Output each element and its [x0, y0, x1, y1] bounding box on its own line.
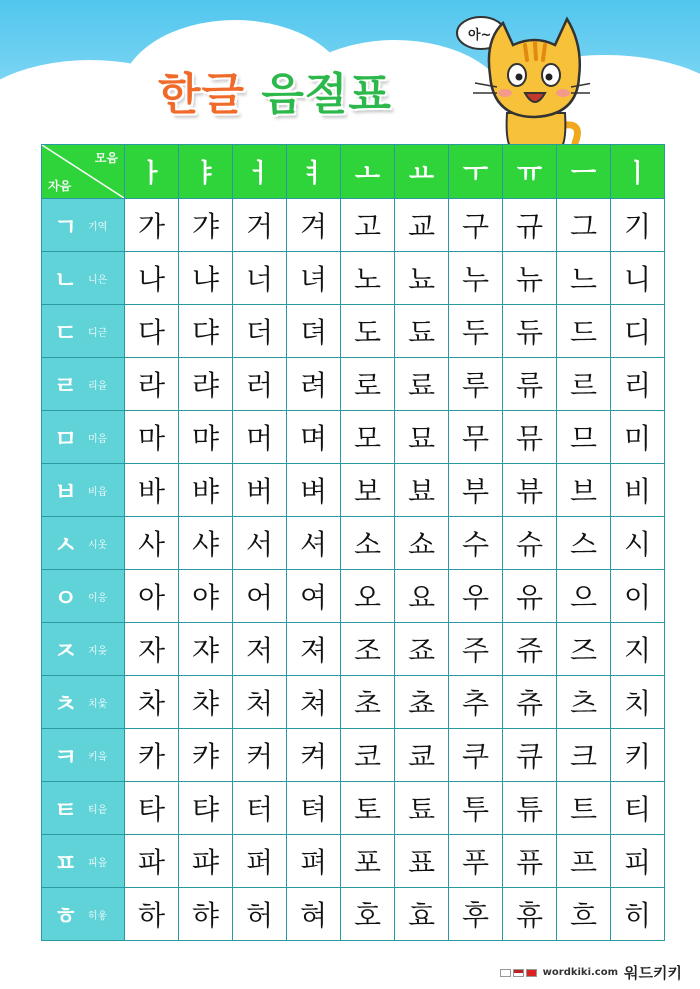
syllable-cell: 저 [233, 623, 287, 676]
vowel-header-cell: ㅏ [125, 145, 179, 199]
consonant-jamo: ㄱ [54, 213, 78, 241]
consonant-header-cell [42, 199, 125, 252]
consonant-header-cell [42, 358, 125, 411]
syllable-cell: 포 [341, 835, 395, 888]
syllable-cell: 료 [395, 358, 449, 411]
syllable-cell: 사 [125, 517, 179, 570]
vowel-header-cell: ㅜ [449, 145, 503, 199]
syllable-cell: 차 [125, 676, 179, 729]
vowel-header-cell: ㅛ [395, 145, 449, 199]
syllable-cell: 뇨 [395, 252, 449, 305]
syllable-cell: 노 [341, 252, 395, 305]
syllable-cell: 가 [125, 199, 179, 252]
syllable-cell: 냐 [179, 252, 233, 305]
consonant-name: 디귿 [88, 328, 108, 339]
syllable-cell: 아 [125, 570, 179, 623]
consonant-name: 히읗 [88, 911, 108, 922]
syllable-cell: 호 [341, 888, 395, 941]
table-row [42, 888, 665, 941]
syllable-cell: 벼 [287, 464, 341, 517]
syllable-cell: 뵤 [395, 464, 449, 517]
syllable-cell: 고 [341, 199, 395, 252]
syllable-cell: 느 [557, 252, 611, 305]
syllable-cell: 듀 [503, 305, 557, 358]
syllable-cell: 추 [449, 676, 503, 729]
consonant-header-cell [42, 676, 125, 729]
syllable-cell: 거 [233, 199, 287, 252]
syllable-cell: 으 [557, 570, 611, 623]
consonant-jamo: ㅋ [54, 743, 78, 771]
speech-bubble-text: 아~ [468, 28, 492, 43]
syllable-cell: 오 [341, 570, 395, 623]
consonant-name: 미음 [88, 434, 108, 445]
syllable-cell: 미 [611, 411, 665, 464]
table-row [42, 358, 665, 411]
syllable-cell: 휴 [503, 888, 557, 941]
syllable-cell: 후 [449, 888, 503, 941]
syllable-cell: 뉴 [503, 252, 557, 305]
syllable-cell: 먀 [179, 411, 233, 464]
syllable-cell: 브 [557, 464, 611, 517]
syllable-cell: 츄 [503, 676, 557, 729]
syllable-cell: 더 [233, 305, 287, 358]
syllable-cell: 드 [557, 305, 611, 358]
syllable-cell: 묘 [395, 411, 449, 464]
syllable-cell: 됴 [395, 305, 449, 358]
syllable-cell: 셔 [287, 517, 341, 570]
syllable-cell: 요 [395, 570, 449, 623]
syllable-cell: 탸 [179, 782, 233, 835]
table-row [42, 411, 665, 464]
page-title [158, 58, 392, 122]
syllable-cell: 자 [125, 623, 179, 676]
syllable-cell: 쥬 [503, 623, 557, 676]
syllable-cell: 쟈 [179, 623, 233, 676]
syllable-cell: 파 [125, 835, 179, 888]
syllable-cell: 루 [449, 358, 503, 411]
syllable-cell: 누 [449, 252, 503, 305]
table-row [42, 252, 665, 305]
table-row [42, 199, 665, 252]
table-row [42, 305, 665, 358]
syllable-cell: 로 [341, 358, 395, 411]
syllable-cell: 혀 [287, 888, 341, 941]
syllable-cell: 치 [611, 676, 665, 729]
consonant-jamo: ㅌ [54, 796, 78, 824]
syllable-cell: 보 [341, 464, 395, 517]
syllable-cell: 리 [611, 358, 665, 411]
syllable-cell: 키 [611, 729, 665, 782]
vowel-header-cell: ㅓ [233, 145, 287, 199]
consonant-name: 이응 [88, 593, 108, 604]
syllable-cell: 퍄 [179, 835, 233, 888]
syllable-cell: 디 [611, 305, 665, 358]
syllable-cell: 소 [341, 517, 395, 570]
syllable-cell: 랴 [179, 358, 233, 411]
consonant-header-cell [42, 252, 125, 305]
syllable-cell: 피 [611, 835, 665, 888]
syllable-cell: 기 [611, 199, 665, 252]
syllable-cell: 며 [287, 411, 341, 464]
syllable-cell: 흐 [557, 888, 611, 941]
syllable-cell: 크 [557, 729, 611, 782]
syllable-cell: 하 [125, 888, 179, 941]
syllable-cell: 토 [341, 782, 395, 835]
flag-icon [513, 969, 524, 977]
consonant-jamo: ㅈ [54, 637, 78, 665]
syllable-cell: 수 [449, 517, 503, 570]
consonant-jamo: ㄴ [54, 266, 78, 294]
table-row [42, 464, 665, 517]
consonant-axis-label: 자음 [48, 179, 72, 193]
syllable-cell: 슈 [503, 517, 557, 570]
syllable-cell: 어 [233, 570, 287, 623]
syllable-cell: 타 [125, 782, 179, 835]
syllable-cell: 툐 [395, 782, 449, 835]
syllable-cell: 우 [449, 570, 503, 623]
syllable-cell: 라 [125, 358, 179, 411]
syllable-cell: 너 [233, 252, 287, 305]
syllable-cell: 캬 [179, 729, 233, 782]
syllable-cell: 갸 [179, 199, 233, 252]
syllable-cell: 져 [287, 623, 341, 676]
syllable-cell: 뷰 [503, 464, 557, 517]
syllable-cell: 비 [611, 464, 665, 517]
table-row [42, 782, 665, 835]
syllable-cell: 므 [557, 411, 611, 464]
syllable-cell: 댜 [179, 305, 233, 358]
syllable-cell: 바 [125, 464, 179, 517]
syllable-cell: 유 [503, 570, 557, 623]
table-row [42, 517, 665, 570]
syllable-cell: 히 [611, 888, 665, 941]
syllable-cell: 죠 [395, 623, 449, 676]
consonant-header-cell [42, 517, 125, 570]
syllable-cell: 마 [125, 411, 179, 464]
syllable-cell: 모 [341, 411, 395, 464]
consonant-jamo: ㄷ [54, 319, 78, 347]
footer-brand [500, 962, 682, 983]
consonant-jamo: ㅂ [54, 478, 78, 506]
consonant-jamo: ㅍ [54, 849, 78, 877]
table-row [42, 623, 665, 676]
syllable-cell: 도 [341, 305, 395, 358]
syllable-cell: 여 [287, 570, 341, 623]
consonant-header-cell [42, 623, 125, 676]
syllable-cell: 류 [503, 358, 557, 411]
syllable-cell: 켜 [287, 729, 341, 782]
syllable-cell: 그 [557, 199, 611, 252]
syllable-cell: 교 [395, 199, 449, 252]
syllable-cell: 튜 [503, 782, 557, 835]
syllable-cell: 쿠 [449, 729, 503, 782]
syllable-cell: 츠 [557, 676, 611, 729]
vowel-header-cell: ㅡ [557, 145, 611, 199]
consonant-name: 시옷 [88, 540, 108, 551]
footer-logo: 워드키키 [624, 964, 682, 982]
syllable-cell: 즈 [557, 623, 611, 676]
syllable-table [41, 144, 665, 941]
syllable-cell: 이 [611, 570, 665, 623]
syllable-cell: 카 [125, 729, 179, 782]
vowel-header-cell: ㅕ [287, 145, 341, 199]
flag-icons [500, 969, 537, 977]
syllable-cell: 퓨 [503, 835, 557, 888]
syllable-cell: 큐 [503, 729, 557, 782]
syllable-cell: 버 [233, 464, 287, 517]
flag-icon [526, 969, 537, 977]
syllable-cell: 쿄 [395, 729, 449, 782]
title-part-1: 한글 [158, 69, 246, 120]
syllable-cell: 주 [449, 623, 503, 676]
consonant-jamo: ㅊ [54, 690, 78, 718]
syllable-cell: 챠 [179, 676, 233, 729]
syllable-cell: 펴 [287, 835, 341, 888]
table-row [42, 729, 665, 782]
syllable-cell: 푸 [449, 835, 503, 888]
syllable-cell: 프 [557, 835, 611, 888]
table-body [42, 199, 665, 941]
syllable-cell: 햐 [179, 888, 233, 941]
vowel-header-cell: ㅠ [503, 145, 557, 199]
syllable-cell: 쳐 [287, 676, 341, 729]
consonant-jamo: ㅁ [54, 425, 78, 453]
consonant-jamo: ㅅ [54, 531, 78, 559]
syllable-cell: 나 [125, 252, 179, 305]
syllable-cell: 허 [233, 888, 287, 941]
vowel-header-row [42, 145, 665, 199]
syllable-cell: 트 [557, 782, 611, 835]
syllable-cell: 표 [395, 835, 449, 888]
syllable-cell: 샤 [179, 517, 233, 570]
consonant-header-cell [42, 888, 125, 941]
consonant-header-cell [42, 464, 125, 517]
consonant-header-cell [42, 411, 125, 464]
syllable-cell: 무 [449, 411, 503, 464]
consonant-name: 니은 [88, 275, 108, 286]
table-corner [42, 145, 125, 199]
syllable-cell: 러 [233, 358, 287, 411]
syllable-cell: 커 [233, 729, 287, 782]
syllable-cell: 조 [341, 623, 395, 676]
syllable-cell: 스 [557, 517, 611, 570]
syllable-cell: 부 [449, 464, 503, 517]
consonant-name: 기역 [88, 222, 108, 233]
syllable-cell: 야 [179, 570, 233, 623]
consonant-name: 티읕 [88, 805, 108, 816]
syllable-cell: 겨 [287, 199, 341, 252]
syllable-cell: 다 [125, 305, 179, 358]
syllable-cell: 쵸 [395, 676, 449, 729]
syllable-cell: 머 [233, 411, 287, 464]
consonant-header-cell [42, 835, 125, 888]
consonant-name: 지읒 [88, 646, 108, 657]
consonant-jamo: ㅎ [54, 902, 78, 930]
syllable-cell: 퍼 [233, 835, 287, 888]
syllable-cell: 려 [287, 358, 341, 411]
syllable-cell: 뮤 [503, 411, 557, 464]
syllable-cell: 르 [557, 358, 611, 411]
consonant-name: 리을 [88, 381, 108, 392]
syllable-cell: 텨 [287, 782, 341, 835]
syllable-cell: 터 [233, 782, 287, 835]
consonant-name: 치읓 [88, 699, 108, 710]
syllable-cell: 규 [503, 199, 557, 252]
consonant-header-cell [42, 570, 125, 623]
vowel-header-cell: ㅣ [611, 145, 665, 199]
vowel-header-cell: ㅗ [341, 145, 395, 199]
title-part-2: 음절표 [261, 69, 392, 120]
vowel-axis-label: 모음 [94, 151, 118, 165]
table-row [42, 676, 665, 729]
syllable-cell: 서 [233, 517, 287, 570]
syllable-cell: 두 [449, 305, 503, 358]
syllable-cell: 효 [395, 888, 449, 941]
consonant-name: 키읔 [88, 752, 108, 763]
table-row [42, 570, 665, 623]
consonant-header-cell [42, 782, 125, 835]
vowel-header-cell: ㅑ [179, 145, 233, 199]
syllable-cell: 투 [449, 782, 503, 835]
consonant-name: 비읍 [88, 487, 108, 498]
syllable-cell: 처 [233, 676, 287, 729]
syllable-cell: 초 [341, 676, 395, 729]
footer-site: wordkiki.com [542, 967, 619, 978]
consonant-jamo: ㄹ [54, 372, 78, 400]
syllable-cell: 지 [611, 623, 665, 676]
consonant-header-cell [42, 305, 125, 358]
syllable-cell: 시 [611, 517, 665, 570]
syllable-cell: 니 [611, 252, 665, 305]
syllable-cell: 뱌 [179, 464, 233, 517]
syllable-cell: 코 [341, 729, 395, 782]
syllable-cell: 티 [611, 782, 665, 835]
table-row [42, 835, 665, 888]
consonant-header-cell [42, 729, 125, 782]
syllable-cell: 녀 [287, 252, 341, 305]
syllable-cell: 구 [449, 199, 503, 252]
syllable-cell: 뎌 [287, 305, 341, 358]
consonant-jamo: ㅇ [54, 584, 78, 612]
consonant-name: 피읖 [88, 858, 108, 869]
flag-icon [500, 969, 511, 977]
syllable-cell: 쇼 [395, 517, 449, 570]
